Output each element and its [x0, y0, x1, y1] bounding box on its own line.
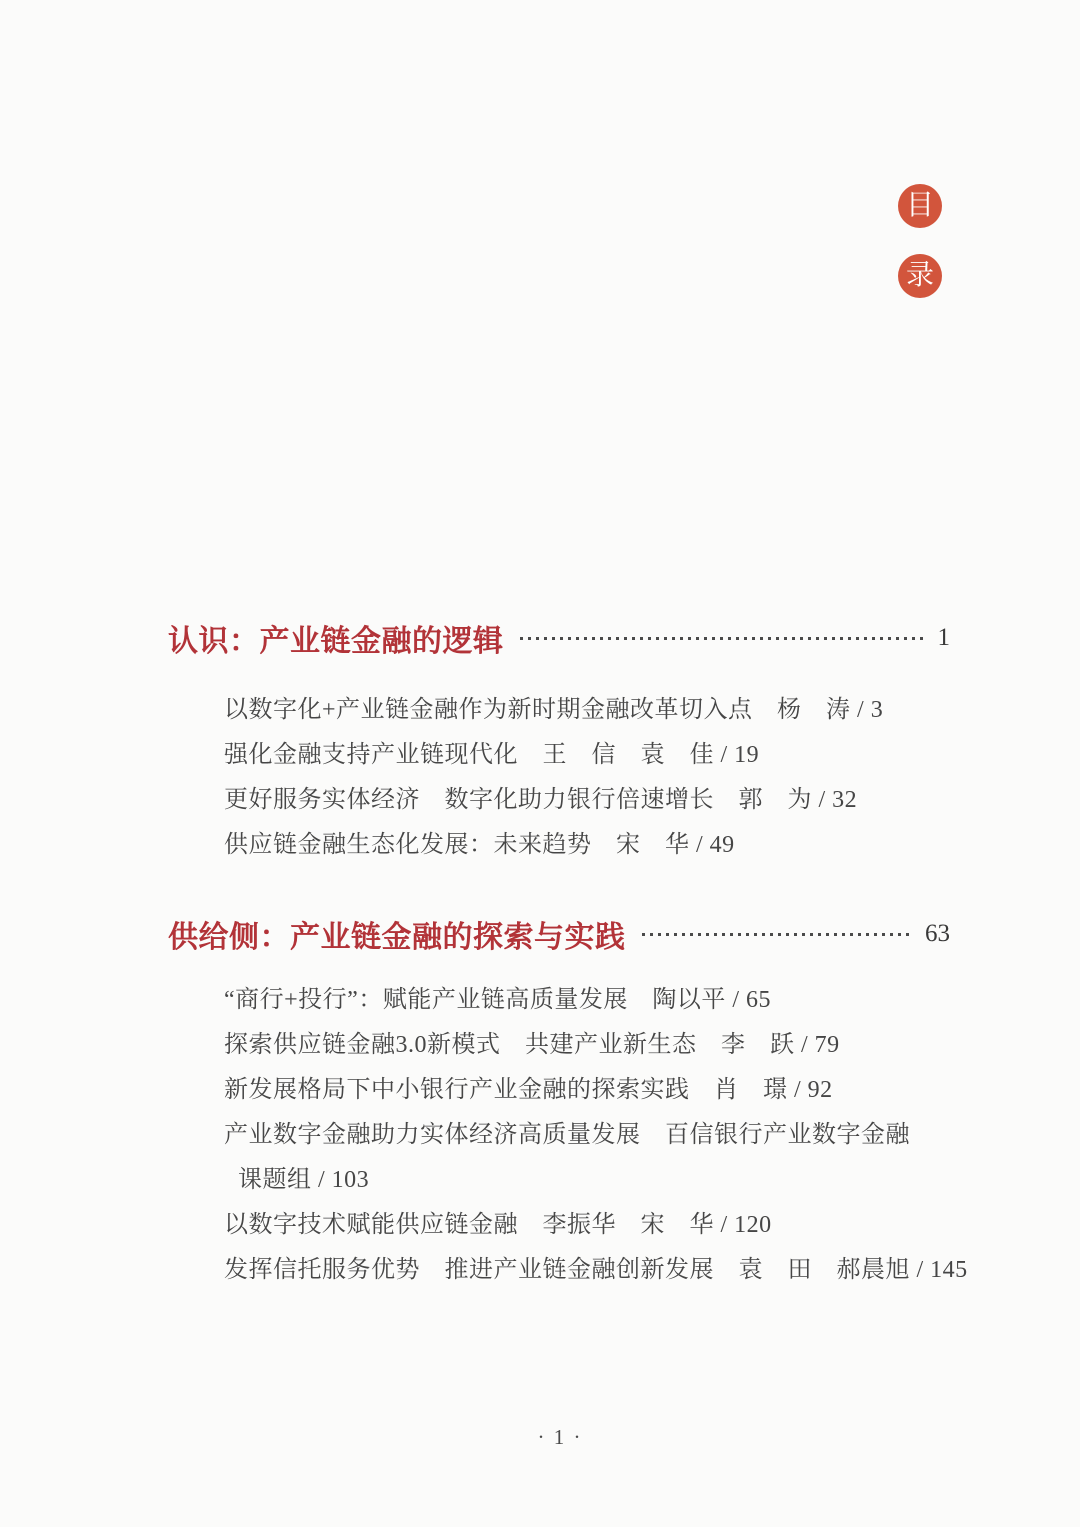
title-char-mu: 目 — [905, 190, 934, 221]
section-page-number: 63 — [925, 920, 950, 947]
toc-entry: 以数字技术赋能供应链金融 李振华 宋 华 / 120 — [224, 1212, 772, 1238]
toc-entry: 供应链金融生态化发展：未来趋势 宋 华 / 49 — [224, 832, 735, 858]
folio-page-number: · 1 · — [537, 1425, 583, 1449]
toc-entry: 课题组 / 103 — [238, 1167, 370, 1193]
dotted-leader — [642, 933, 912, 936]
toc-entry: 以数字化+产业链金融作为新时期金融改革切入点 杨 涛 / 3 — [224, 697, 884, 723]
title-char-lu: 录 — [905, 260, 934, 291]
toc-section — [168, 912, 968, 1293]
toc-entry: “商行+投行”：赋能产业链高质量发展 陶以平 / 65 — [224, 987, 772, 1013]
toc-entry: 强化金融支持产业链现代化 王 信 袁 佳 / 19 — [224, 742, 760, 768]
toc-entry: 探索供应链金融3.0新模式 共建产业新生态 李 跃 / 79 — [224, 1032, 840, 1058]
page-title — [898, 184, 942, 298]
toc-entry: 新发展格局下中小银行产业金融的探索实践 肖 璟 / 92 — [224, 1077, 833, 1103]
table-of-contents — [168, 616, 968, 1293]
toc-entry: 发挥信托服务优势 推进产业链金融创新发展 袁 田 郝晨旭 / 145 — [224, 1257, 968, 1283]
section-entries — [168, 688, 950, 868]
toc-entry: 更好服务实体经济 数字化助力银行倍速增长 郭 为 / 32 — [224, 787, 858, 813]
toc-entry: 产业数字金融助力实体经济高质量发展 百信银行产业数字金融 — [224, 1122, 910, 1148]
section-heading-row — [168, 912, 950, 956]
section-entries — [168, 978, 968, 1293]
title-badge-circle — [898, 254, 942, 298]
section-heading-row — [168, 616, 950, 660]
toc-section — [168, 616, 950, 868]
section-heading: 供给侧：产业链金融的探索与实践 — [168, 921, 626, 954]
dotted-leader — [520, 637, 924, 640]
section-heading: 认识：产业链金融的逻辑 — [168, 625, 504, 658]
section-page-number: 1 — [937, 624, 950, 651]
title-badge-circle — [898, 184, 942, 228]
